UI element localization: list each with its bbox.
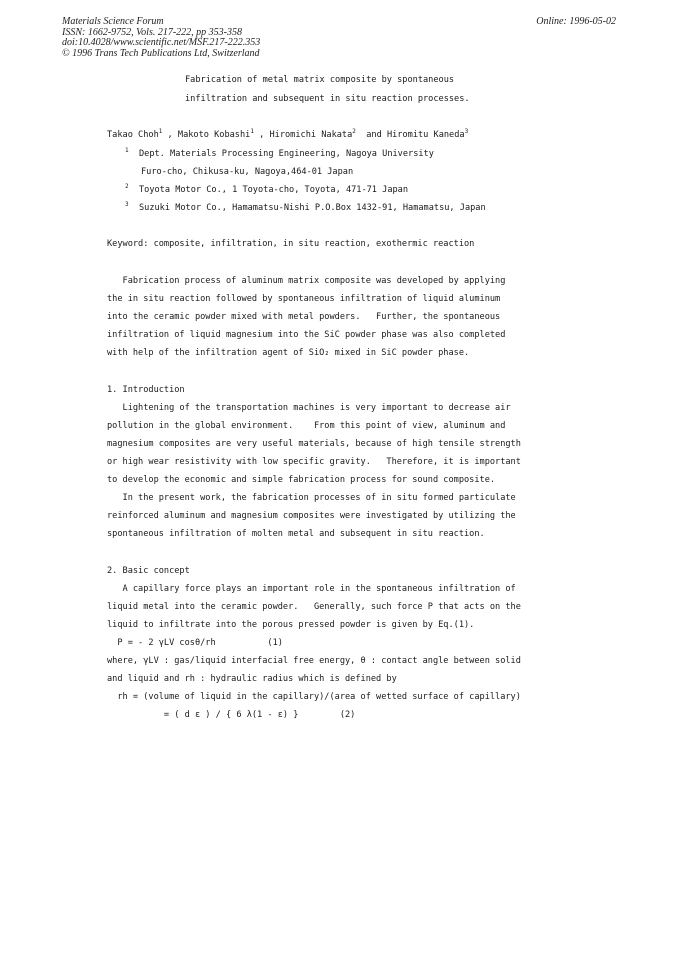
copyright-line: © 1996 Trans Tech Publications Ltd, Switzerland: [62, 47, 260, 59]
abstract-line-3: into the ceramic powder mixed with metal powders. Further, the spontaneous: [107, 312, 501, 322]
author-kaneda-sup: 3: [464, 128, 469, 136]
section-2-line-1: A capillary force plays an important role in the spontaneous infiltration of: [107, 584, 516, 594]
section-1-line-3: magnesium composites are very useful materials, because of high tensile strength: [107, 439, 521, 449]
equation-1: P = - 2 γLV cosθ/rh (1): [107, 638, 283, 648]
section-2-line-6: rh = (volume of liquid in the capillary)/(area of wetted surface of capillary): [107, 692, 521, 702]
abstract-line-5: with help of the infiltration agent of SiO₂ mixed in SiC powder phase.: [107, 348, 470, 358]
affiliation-2-mark: 2: [125, 183, 129, 191]
online-date: Online: 1996-05-02: [536, 16, 616, 27]
affiliation-1-line-1: Dept. Materials Processing Engineering, Nagoya University: [138, 149, 434, 159]
section-1-line-4: or high wear resistivity with low specific gravity. Therefore, it is important: [107, 457, 521, 467]
author-choh: Takao Choh: [107, 130, 159, 140]
affiliation-2: [125, 185, 408, 195]
affiliation-3-mark: 3: [125, 201, 129, 209]
affiliation-2-text: Toyota Motor Co., 1 Toyota-cho, Toyota, 471-71 Japan: [138, 185, 409, 195]
journal-name: Materials Science Forum: [62, 16, 164, 27]
issn-line: ISSN: 1662-9752, Vols. 217-222, pp 353-358: [62, 26, 242, 38]
author-kaneda: and Hiromitu Kaneda: [355, 130, 465, 140]
abstract-line-1: Fabrication process of aluminum matrix composite was developed by applying: [107, 276, 506, 286]
section-2-line-5: and liquid and rh : hydraulic radius which is defined by: [107, 674, 397, 684]
section-1-line-6: In the present work, the fabrication processes of in situ formed particulate: [107, 493, 516, 503]
doi-line: doi:10.4028/www.scientific.net/MSF.217-222.353: [62, 37, 261, 49]
author-kobashi-sup: 1: [250, 128, 254, 136]
section-1-line-2: pollution in the global environment. From this point of view, aluminum and: [107, 421, 506, 431]
equation-2: = ( d ε ) / { 6 λ(1 - ε) } (2): [107, 710, 356, 720]
affiliation-3-text: Suzuki Motor Co., Hamamatsu-Nishi P.O.Box 1432-91, Hamamatsu, Japan: [138, 203, 486, 213]
section-2-line-2: liquid metal into the ceramic powder. Generally, such force P that acts on the: [107, 602, 521, 612]
citation-header: [62, 17, 260, 59]
author-nakata-sup: 2: [352, 128, 356, 136]
affiliation-3: [125, 203, 486, 213]
author-line: [107, 130, 468, 140]
section-2-line-3: liquid to infiltrate into the porous pressed powder is given by Eq.(1).: [107, 620, 475, 630]
affiliation-1-mark: 1: [125, 147, 129, 155]
section-1-line-5: to develop the economic and simple fabrication process for sound composite.: [107, 475, 496, 485]
section-1-line-7: reinforced aluminum and magnesium composites were investigated by utilizing the: [107, 511, 516, 521]
affiliation-1-line-2: Furo-cho, Chikusa-ku, Nagoya,464-01 Japan: [141, 167, 354, 177]
title-line-1: Fabrication of metal matrix composite by spontaneous: [185, 75, 455, 85]
author-choh-sup: 1: [158, 128, 163, 136]
title-line-2: infiltration and subsequent in situ reaction processes.: [185, 94, 470, 104]
affiliation-1: [125, 149, 434, 159]
section-1-heading: 1. Introduction: [107, 385, 185, 395]
author-kobashi: , Makoto Kobashi: [162, 130, 251, 140]
section-2-heading: 2. Basic concept: [107, 566, 190, 576]
abstract-line-4: infiltration of liquid magnesium into the SiC powder phase was also completed: [107, 330, 506, 340]
author-nakata: , Hiromichi Nakata: [253, 130, 353, 140]
section-2-line-4: where, γLV : gas/liquid interfacial free energy, θ : contact angle between solid: [107, 656, 521, 666]
keywords: Keyword: composite, infiltration, in situ reaction, exothermic reaction: [107, 239, 475, 249]
abstract-line-2: the in situ reaction followed by spontaneous infiltration of liquid aluminum: [107, 294, 501, 304]
section-1-line-8: spontaneous infiltration of molten metal and subsequent in situ reaction.: [107, 529, 485, 539]
section-1-line-1: Lightening of the transportation machines is very important to decrease air: [107, 403, 511, 413]
